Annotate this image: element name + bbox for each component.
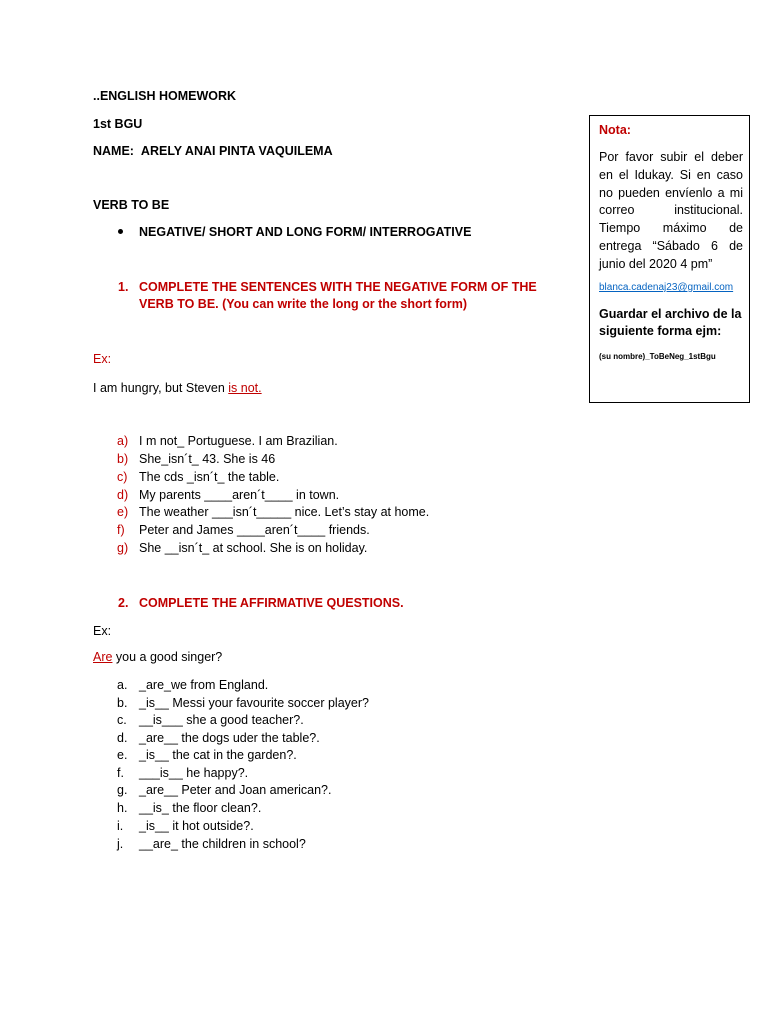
- student-name: ARELY ANAI PINTA VAQUILEMA: [140, 144, 333, 158]
- item-text: _are__ Peter and Joan american?.: [139, 783, 332, 797]
- section1-text: COMPLETE THE SENTENCES WITH THE NEGATIVE FORM OF THE VERB TO BE. (You can write the long or the short form): [139, 280, 537, 311]
- section1-number: 1.: [118, 280, 129, 294]
- save-instruction: Guardar el archivo de la siguiente forma ejm:: [599, 307, 742, 338]
- item-text: The weather ___isn´t_____ nice. Let’s stay at home.: [139, 505, 430, 519]
- section1-example: [93, 380, 262, 396]
- item-label: g.: [117, 783, 128, 797]
- item-text: __is___ she a good teacher?.: [139, 713, 304, 727]
- item-text: _are__ the dogs uder the table?.: [139, 731, 320, 745]
- item-text: _are_we from England.: [139, 678, 269, 692]
- section2-text: COMPLETE THE AFFIRMATIVE QUESTIONS.: [139, 596, 404, 610]
- item-text: _is__ the cat in the garden?.: [139, 748, 297, 762]
- item-label: b): [117, 452, 129, 466]
- item-label: d.: [117, 731, 128, 745]
- item-label: h.: [117, 801, 128, 815]
- item-text: __are_ the children in school?: [139, 837, 306, 851]
- item-label: j.: [117, 837, 124, 851]
- item-label: c.: [117, 713, 127, 727]
- section1-example-prefix: I am hungry, but Steven: [93, 381, 229, 395]
- topic-bullet-text: NEGATIVE/ SHORT AND LONG FORM/ INTERROGATIVE: [139, 225, 472, 239]
- item-label: g): [117, 541, 129, 555]
- item-label: f.: [117, 766, 124, 780]
- item-text: _is__ Messi your favourite soccer player?: [139, 696, 369, 710]
- item-label: a): [117, 434, 129, 448]
- teacher-email-link[interactable]: blanca.cadenaj23@gmail.com: [599, 282, 734, 293]
- note-box: [589, 115, 750, 403]
- item-text: ___is__ he happy?.: [139, 766, 249, 780]
- item-text: My parents ____aren´t____ in town.: [139, 488, 340, 502]
- bullet-icon: [118, 229, 123, 234]
- note-body: Por favor subir el deber en el Idukay. Si en caso no pueden envíenlo a mi correo institucional. Tiempo máximo de entrega “Sábado 6 de junio del 2020 4 pm”: [599, 150, 743, 271]
- item-label: e.: [117, 748, 128, 762]
- note-title: Nota:: [599, 123, 631, 137]
- section2-example-answer: Are: [93, 650, 113, 664]
- filename-example: (su nombre)_ToBeNeg_1stBgu: [599, 352, 716, 361]
- item-text: She __isn´t_ at school. She is on holiday.: [139, 541, 368, 555]
- section1-ex-label: Ex:: [93, 352, 112, 366]
- item-text: She_isn´t_ 43. She is 46: [139, 452, 276, 466]
- course-label: 1st BGU: [93, 117, 143, 131]
- item-label: f): [117, 523, 125, 537]
- student-name-line: [93, 143, 333, 159]
- item-label: e): [117, 505, 129, 519]
- item-label: i.: [117, 819, 124, 833]
- item-text: _is__ it hot outside?.: [139, 819, 254, 833]
- item-text: __is_ the floor clean?.: [139, 801, 262, 815]
- section2-example: [93, 649, 222, 665]
- section2-instruction: [118, 595, 568, 612]
- section2-number: 2.: [118, 596, 129, 610]
- item-label: b.: [117, 696, 128, 710]
- item-label: d): [117, 488, 129, 502]
- item-text: The cds _isn´t_ the table.: [139, 470, 280, 484]
- section1-instruction: [118, 279, 568, 315]
- section2-example-suffix: you a good singer?: [112, 650, 223, 664]
- section2-ex-label: Ex:: [93, 624, 112, 638]
- item-label: c): [117, 470, 128, 484]
- homework-title: ..ENGLISH HOMEWORK: [93, 89, 237, 103]
- topic-heading: VERB TO BE: [93, 198, 170, 212]
- item-text: Peter and James ____aren´t____ friends.: [139, 523, 370, 537]
- item-label: a.: [117, 678, 128, 692]
- item-text: I m not_ Portuguese. I am Brazilian.: [139, 434, 338, 448]
- name-label: NAME:: [93, 144, 134, 158]
- section1-example-answer: is not.: [228, 381, 262, 395]
